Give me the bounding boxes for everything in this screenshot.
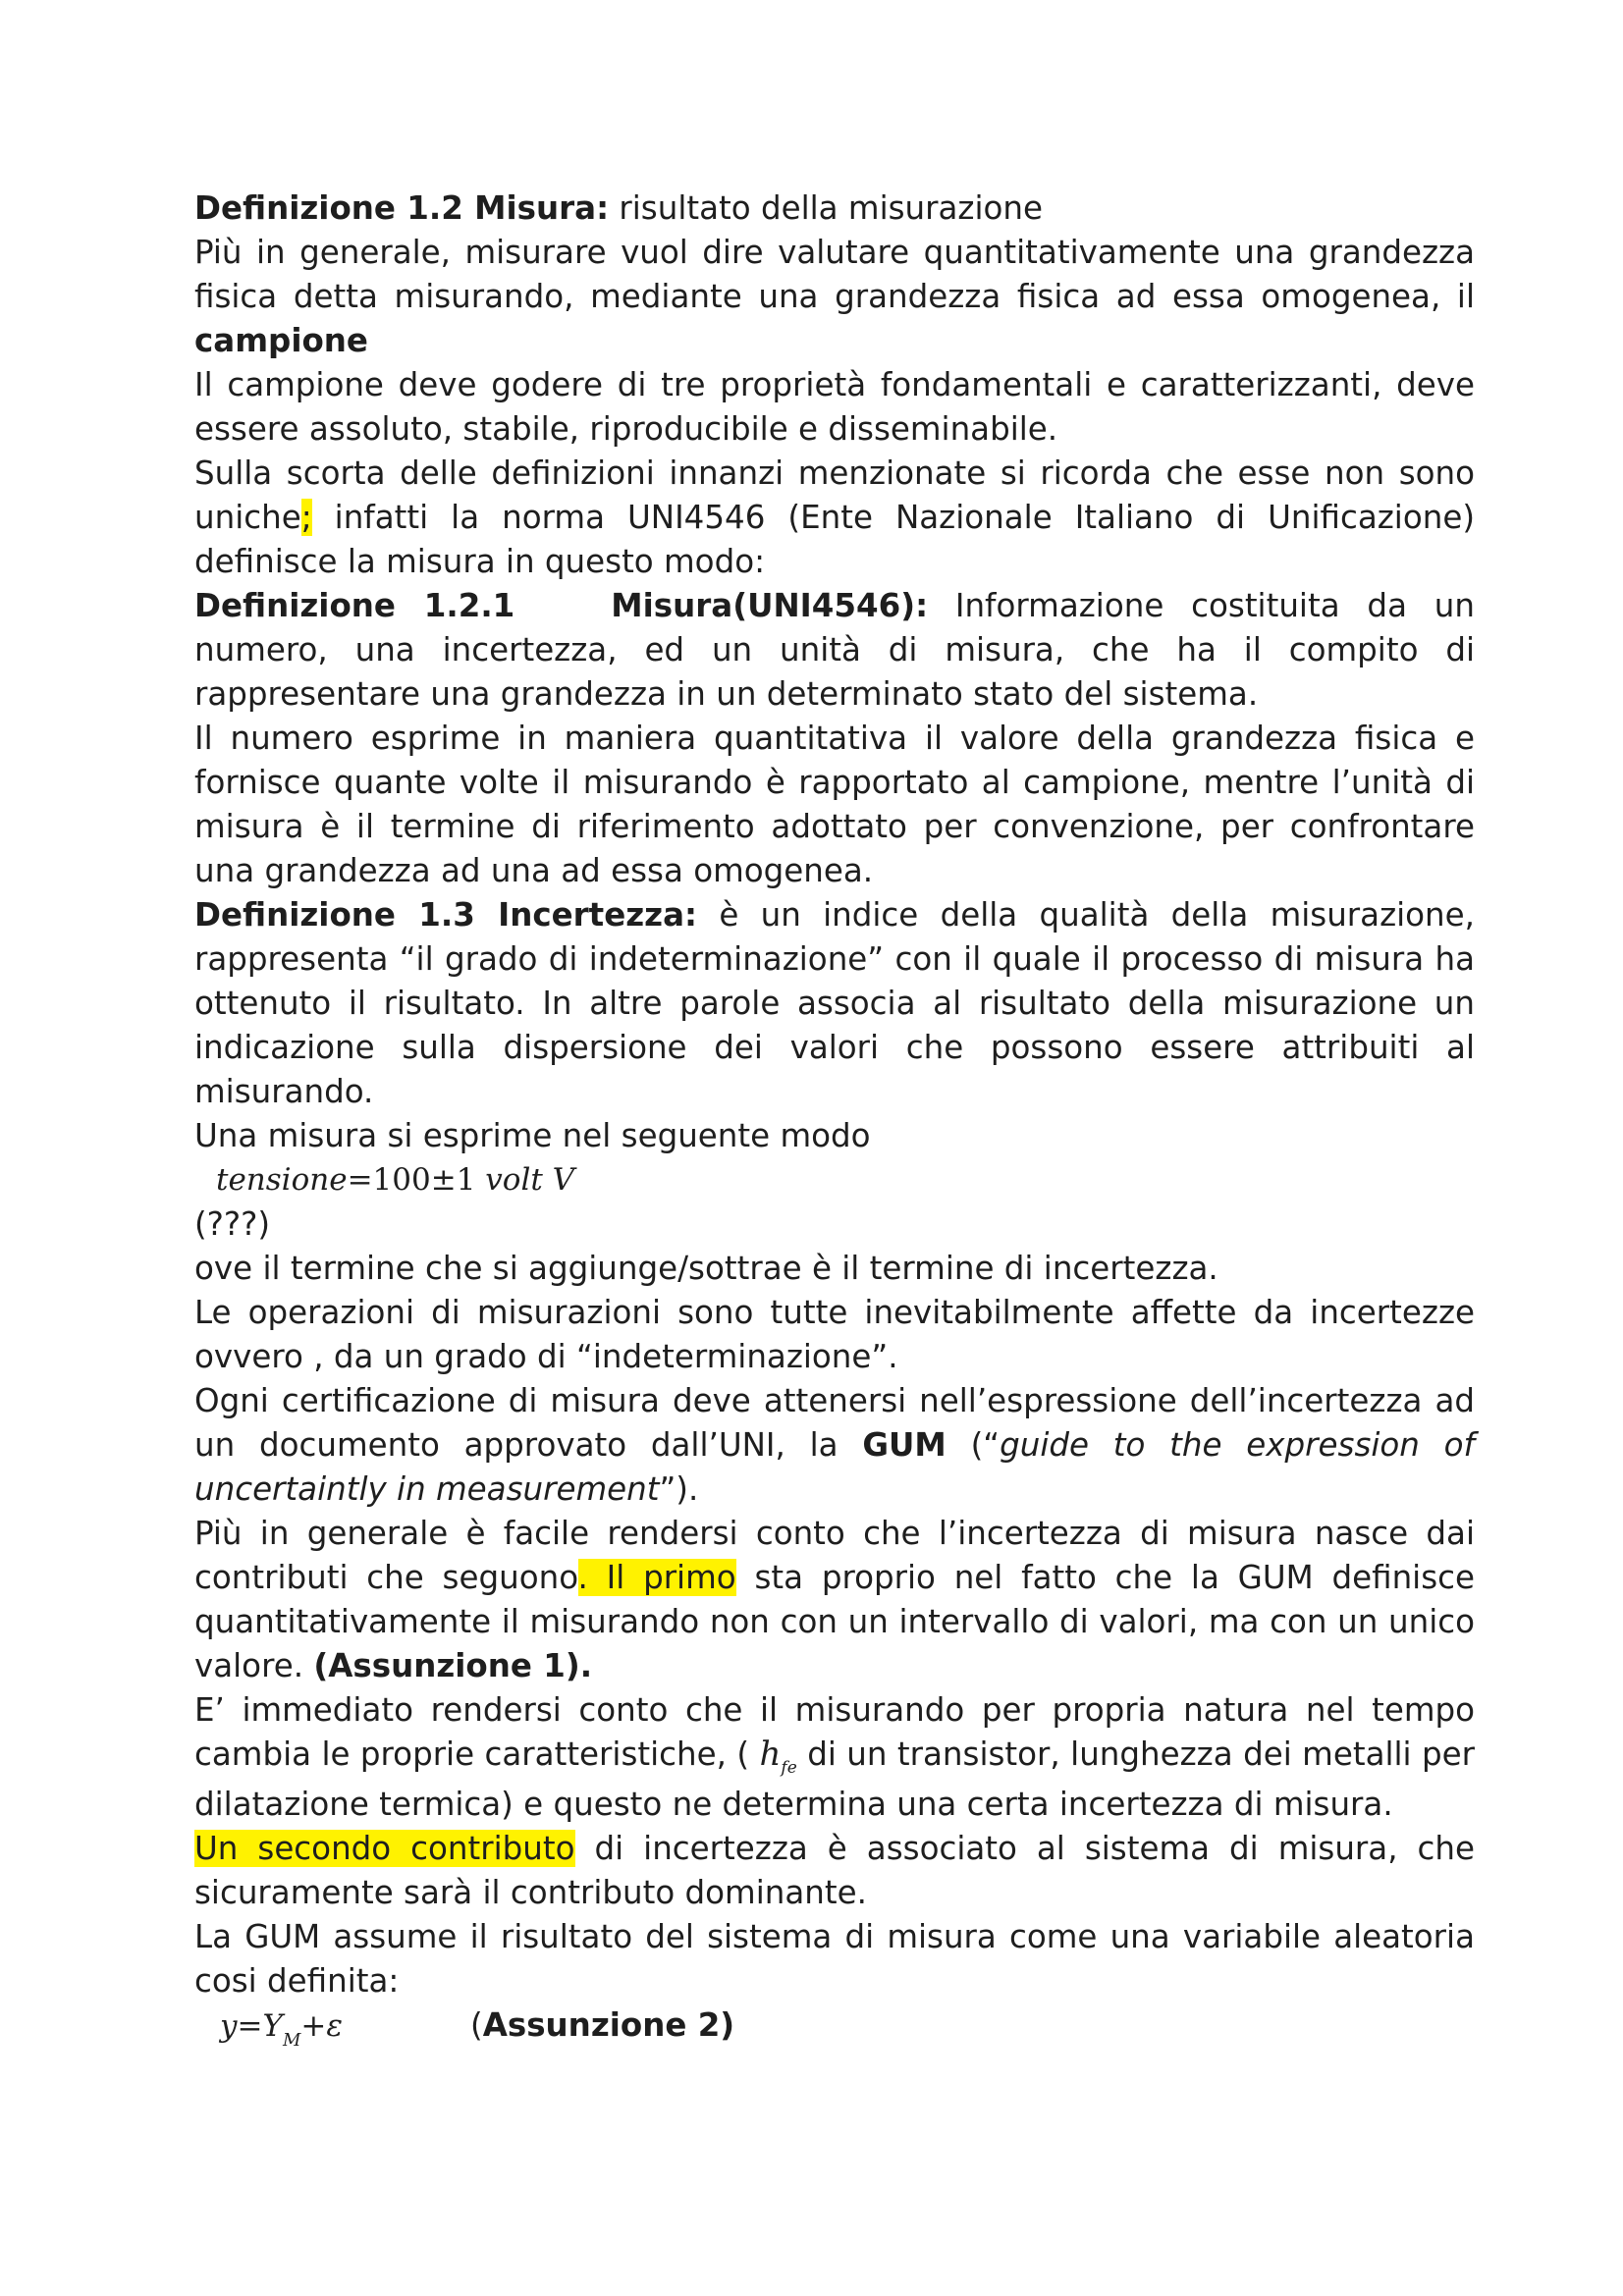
- definition-1-2-1: [194, 584, 1475, 717]
- paragraph-question: (???): [194, 1205, 271, 1243]
- paragraph-gum-assume: La GUM assume il risultato del sistema di misura come una variabile aleatoria cosi definita:: [194, 1918, 1475, 2000]
- paragraph-text: (“: [946, 1426, 1001, 1464]
- formula-y: [194, 2003, 1475, 2053]
- definition-heading: Definizione 1.2.1: [194, 587, 515, 624]
- definition-heading: Definizione 1.3 Incertezza:: [194, 896, 698, 934]
- formula-tensione: [194, 1158, 1475, 1202]
- symbol-hfe: $h_{fe}$: [759, 1735, 797, 1778]
- highlighted-text: ;: [300, 499, 312, 536]
- paragraph-misurare: [194, 231, 1475, 363]
- bold-assunzione-1: (Assunzione 1).: [313, 1647, 593, 1684]
- italic-title: guide to the expression of uncertaintly in measurement: [194, 1426, 1475, 1508]
- paragraph-text: Sulla scorta delle definizioni innanzi menzionate si ricorda che esse non sono uniche: [194, 454, 1475, 536]
- paragraph-campione: Il campione deve godere di tre proprietà fondamentali e caratterizzanti, deve essere assoluto, stabile, riproducibile e disseminabile.: [194, 366, 1475, 448]
- definition-1-2: [194, 187, 1475, 231]
- definition-heading: Definizione 1.2 Misura:: [194, 189, 610, 227]
- formula-subscript: M: [282, 2030, 301, 2051]
- paragraph-secondo-contributo: [194, 1827, 1475, 1915]
- paragraph-text: Più in generale è facile rendersi conto che l’incertezza di misura nasce dai contributi che seguono: [194, 1515, 1475, 1596]
- paragraph-contributi: [194, 1512, 1475, 1688]
- paragraph-text: di un transistor, lunghezza dei metalli per dilatazione termica) e questo ne determina una certa incertezza di misura.: [194, 1735, 1475, 1823]
- paragraph-text: Più in generale, misurare vuol dire valutare quantitativamente una grandezza fisica detta misurando, mediante una grandezza fisica ad essa omogenea, il: [194, 234, 1475, 315]
- bold-term-campione: campione: [194, 322, 368, 359]
- highlighted-text: . Il primo: [577, 1559, 736, 1596]
- paragraph-immediato: [194, 1688, 1475, 1827]
- formula-unit: volt V: [485, 1162, 575, 1198]
- paragraph-text: Ogni certificazione di misura deve attenersi nell’espressione dell’incertezza ad un documento approvato dall’UNI, la: [194, 1382, 1475, 1464]
- formula-lhs: tensione: [216, 1162, 348, 1198]
- paragraph-misura-modo: Una misura si esprime nel seguente modo: [194, 1117, 871, 1154]
- assunzione-2-note: (Assunzione 2): [470, 2006, 735, 2044]
- paragraph-certificazione: [194, 1379, 1475, 1512]
- paragraph-text: infatti la norma UNI4546 (Ente Nazionale Italiano di Unificazione) definisce la misura in questo modo:: [194, 499, 1475, 580]
- formula-rhs: +ε: [300, 2008, 344, 2044]
- paragraph-text: sta proprio nel fatto che la GUM definisce quantitativamente il misurando non con un intervallo di valori, ma con un unico valore.: [194, 1559, 1476, 1684]
- paragraph-numero: Il numero esprime in maniera quantitativa il valore della grandezza fisica e fornisce quante volte il misurando è rapportato al campione, mentre l’unità di misura è il termine di riferimento adottato per convenzione, per confrontare una grandezza ad una ad essa omogenea.: [194, 720, 1475, 889]
- document-page: [194, 187, 1475, 2053]
- paragraph-definizioni: [194, 452, 1475, 584]
- definition-text: risultato della misurazione: [609, 189, 1043, 227]
- paragraph-text: E’ immediato rendersi conto che il misurando per propria natura nel tempo cambia le proprie caratteristiche, (: [194, 1691, 1475, 1773]
- definition-text: Informazione costituita da un numero, una incertezza, ed un unità di misura, che ha il compito di rappresentare una grandezza in un determinato stato del sistema.: [194, 587, 1475, 713]
- bold-term-gum: GUM: [862, 1426, 947, 1464]
- formula-rhs: =100±1: [347, 1162, 476, 1198]
- paragraph-text: ”).: [659, 1470, 699, 1508]
- paragraph-text: di incertezza è associato al sistema di misura, che sicuramente sarà il contributo dominante.: [194, 1830, 1475, 1911]
- definition-text: è un indice della qualità della misurazione, rappresenta “il grado di indeterminazione” con il quale il processo di misura ha ottenuto il risultato. In altre parole associa al risultato della misurazione un indicazione sulla dispersione dei valori che possono essere attribuiti al misurando.: [194, 896, 1475, 1110]
- paragraph-operazioni: Le operazioni di misurazioni sono tutte inevitabilmente affette da incertezze ovvero , da un grado di “indeterminazione”.: [194, 1294, 1475, 1375]
- formula-lhs: y=Y: [220, 2008, 283, 2044]
- highlighted-text: Un secondo contributo: [194, 1830, 575, 1867]
- definition-1-3: [194, 893, 1475, 1114]
- paragraph-termine: ove il termine che si aggiunge/sottrae è il termine di incertezza.: [194, 1250, 1218, 1287]
- definition-subheading: Misura(UNI4546):: [611, 587, 929, 624]
